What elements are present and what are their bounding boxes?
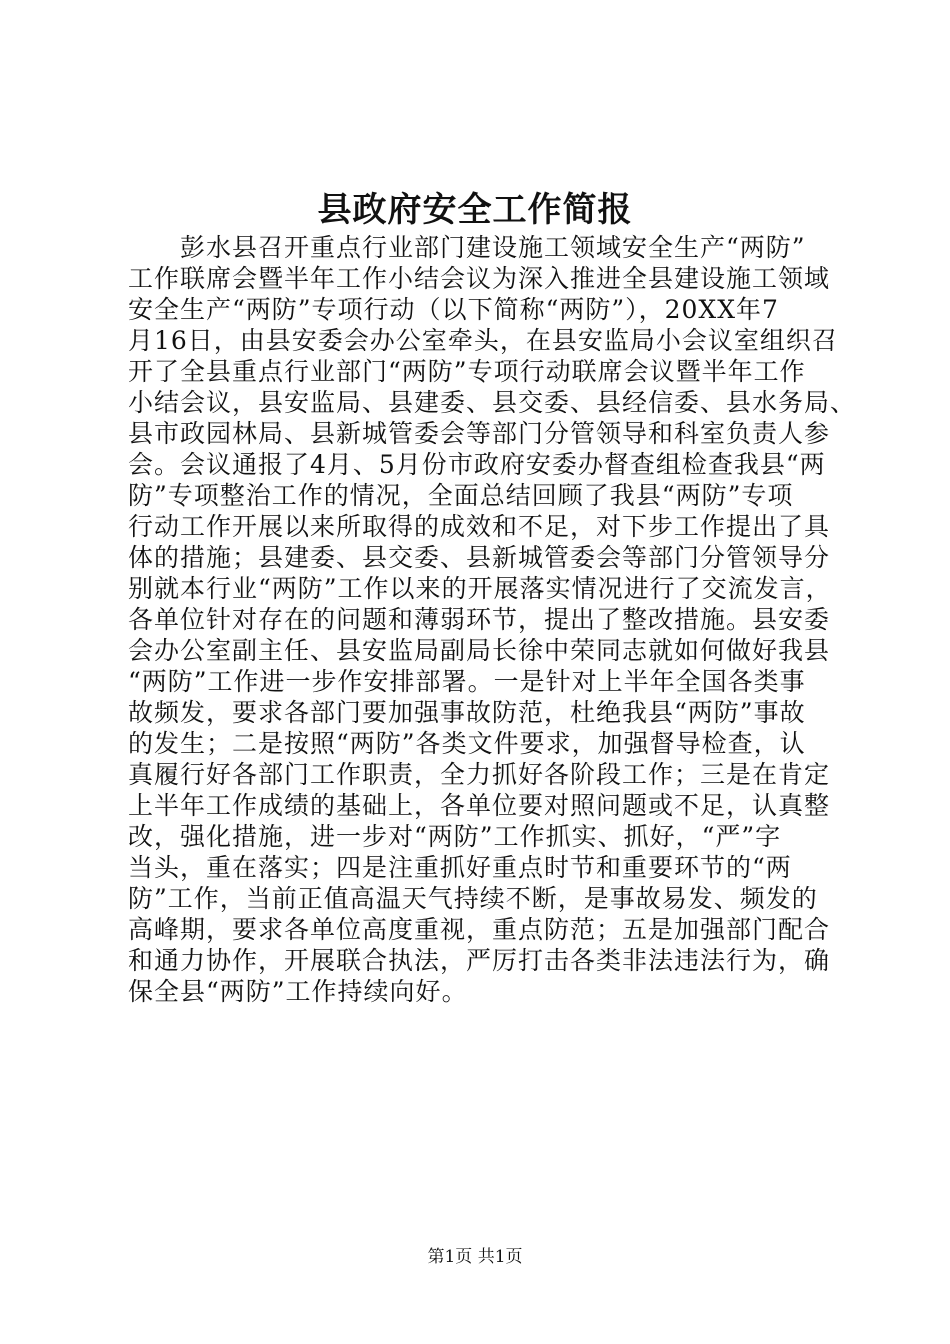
body-line: 防”专项整治工作的情况，全面总结回顾了我县“两防”专项 (128, 481, 794, 510)
body-line: 彭水县召开重点行业部门建设施工领域安全生产“两防” (128, 233, 806, 262)
body-line: 会办公室副主任、县安监局副局长徐中荣同志就如何做好我县 (128, 636, 831, 665)
body-line: 体的措施；县建委、县交委、县新城管委会等部门分管领导分 (128, 543, 831, 572)
page-footer: 第1页 共1页 (427, 1247, 523, 1267)
body-line: 高峰期，要求各单位高度重视，重点防范；五是加强部门配合 (128, 915, 831, 944)
body-line: 安全生产“两防”专项行动（以下简称“两防”），20XX年7 (128, 295, 779, 324)
body-line: 小结会议，县安监局、县建委、县交委、县经信委、县水务局、 (128, 388, 857, 417)
body-line: 会。会议通报了4月、5月份市政府安委办督查组检查我县“两 (128, 450, 826, 479)
body-line: 月16日，由县安委会办公室牵头，在县安监局小会议室组织召 (128, 326, 838, 355)
document-body (128, 232, 857, 1007)
body-line: 防”工作，当前正值高温天气持续不断，是事故易发、频发的 (128, 884, 818, 913)
body-line: 真履行好各部门工作职责，全力抓好各阶段工作；三是在肯定 (128, 760, 831, 789)
body-line: 上半年工作成绩的基础上，各单位要对照问题或不足，认真整 (128, 791, 831, 820)
body-line: 改，强化措施，进一步对“两防”工作抓实、抓好，“严”字 (128, 822, 782, 851)
body-line: 开了全县重点行业部门“两防”专项行动联席会议暨半年工作 (128, 357, 806, 386)
body-line: 县市政园林局、县新城管委会等部门分管领导和科室负责人参 (128, 419, 831, 448)
body-line: 工作联席会暨半年工作小结会议为深入推进全县建设施工领域 (128, 264, 831, 293)
body-line: 别就本行业“两防”工作以来的开展落实情况进行了交流发言， (128, 574, 832, 603)
body-line: 故频发，要求各部门要加强事故防范，杜绝我县“两防”事故 (128, 698, 806, 727)
body-line: 行动工作开展以来所取得的成效和不足，对下步工作提出了具 (128, 512, 831, 541)
document-title: 县政府安全工作简报 (317, 190, 633, 230)
body-line: 各单位针对存在的问题和薄弱环节，提出了整改措施。县安委 (128, 605, 831, 634)
body-line: “两防”工作进一步作安排部署。一是针对上半年全国各类事 (128, 667, 806, 696)
body-line: 的发生；二是按照“两防”各类文件要求，加强督导检查，认 (128, 729, 806, 758)
body-line: 当头，重在落实；四是注重抓好重点时节和重要环节的“两 (128, 853, 792, 882)
body-line: 保全县“两防”工作持续向好。 (128, 977, 468, 1006)
body-line: 和通力协作，开展联合执法，严厉打击各类非法违法行为，确 (128, 946, 831, 975)
